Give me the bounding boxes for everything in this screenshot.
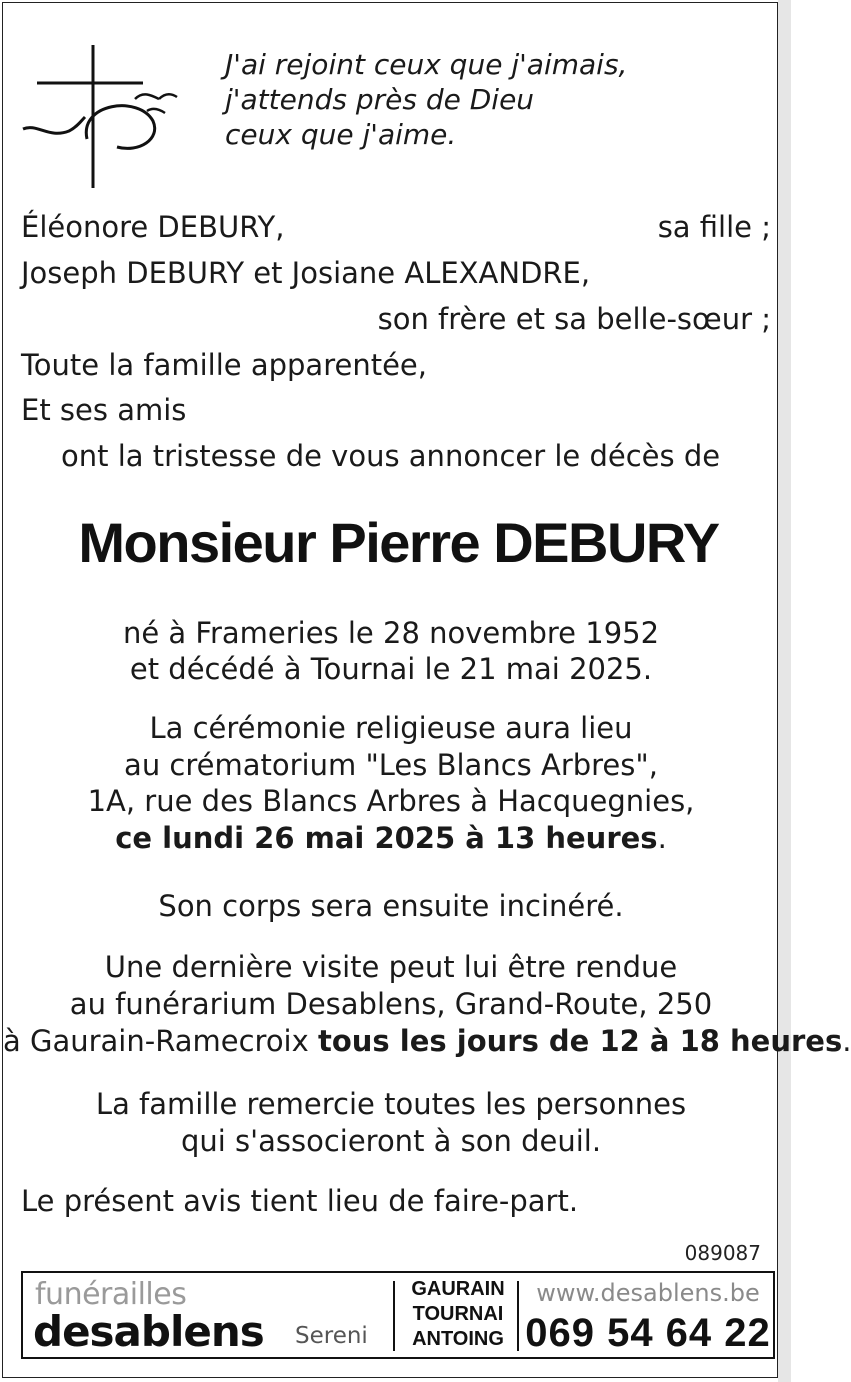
visit-hours-end: .: [842, 1024, 851, 1058]
right-margin-bar: [778, 0, 791, 1382]
ceremony-date-end: .: [657, 821, 667, 855]
epitaph-quote: [225, 47, 627, 152]
phone-number: 069 54 64 22: [525, 1311, 771, 1355]
visit-line: au funérarium Desablens, Grand-Route, 250: [69, 987, 713, 1021]
visit-line: Une dernière visite peut lui être rendue: [104, 950, 678, 984]
friends-line: Et ses amis: [21, 393, 187, 427]
cremation-line: Son corps sera ensuite incinéré.: [158, 889, 624, 923]
visit-place: à Gaurain-Ramecroix: [3, 1024, 318, 1058]
reference-number: 089087: [684, 1241, 761, 1265]
brand-logo: desablens: [33, 1307, 264, 1356]
ceremony-date: ce lundi 26 mai 2025 à 13 heures: [115, 821, 658, 855]
daughter-relation: sa fille ;: [657, 210, 771, 244]
divider: [393, 1281, 395, 1351]
ceremony-line: 1A, rue des Blancs Arbres à Hacquegnies,: [87, 784, 695, 818]
daughter-name: Éléonore DEBURY,: [21, 210, 285, 244]
brother-relation: son frère et sa belle-sœur ;: [377, 302, 771, 336]
town: ANTOING: [412, 1328, 504, 1350]
notice-line: Le présent avis tient lieu de faire-part.: [21, 1184, 579, 1218]
quote-line: ceux que j'aime.: [225, 118, 457, 151]
thanks-line: qui s'associeront à son deuil.: [180, 1124, 602, 1158]
deceased-name: Monsieur Pierre DEBURY: [78, 511, 719, 574]
announcement-line: ont la tristesse de vous annoncer le décès de: [61, 439, 721, 473]
town: GAURAIN: [411, 1278, 505, 1300]
visit-hours-line: [3, 1023, 851, 1059]
town: TOURNAI: [412, 1303, 504, 1325]
brand-suffix: Sereni: [295, 1323, 368, 1349]
relatives-line: Toute la famille apparentée,: [21, 348, 427, 382]
thanks-line: La famille remercie toutes les personnes: [95, 1087, 687, 1121]
quote-line: j'attends près de Dieu: [225, 83, 535, 116]
obituary-notice: [2, 2, 851, 1378]
funerailles-label: funérailles: [35, 1277, 187, 1312]
towns-list: [403, 1277, 513, 1352]
birth-line: né à Frameries le 28 novembre 1952: [122, 616, 660, 650]
death-line: et décédé à Tournai le 21 mai 2025.: [129, 652, 653, 686]
website-link[interactable]: www.desablens.be: [536, 1279, 760, 1307]
quote-line: J'ai rejoint ceux que j'aimais,: [225, 48, 628, 81]
funeral-home-banner: [21, 1271, 775, 1359]
divider: [517, 1281, 519, 1351]
ceremony-line: La cérémonie religieuse aura lieu: [149, 711, 633, 745]
visit-hours: tous les jours de 12 à 18 heures: [318, 1024, 843, 1058]
cross-and-birds-icon: [19, 43, 179, 193]
ceremony-date-line: [3, 820, 779, 856]
brother-names: Joseph DEBURY et Josiane ALEXANDRE,: [21, 256, 591, 290]
ceremony-line: au crématorium "Les Blancs Arbres",: [124, 748, 658, 782]
